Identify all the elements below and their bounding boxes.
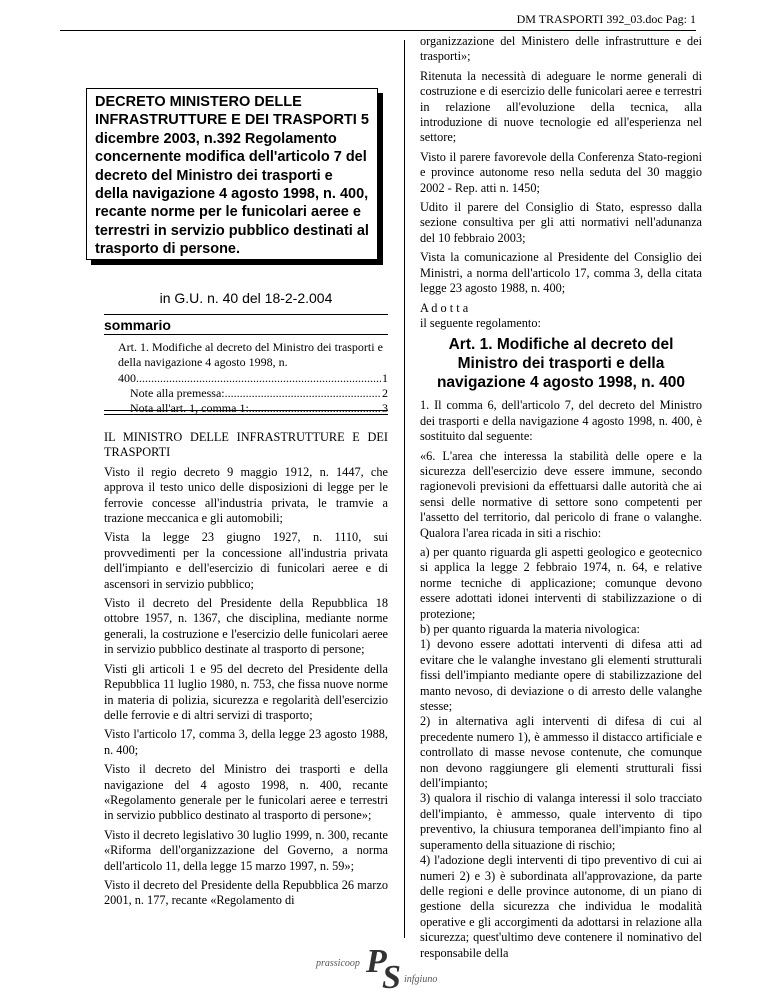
toc-heading: sommario: [104, 314, 388, 335]
paragraph: organizzazione del Ministero delle infrastrutture e dei trasporti»;: [420, 34, 702, 64]
toc-item-art1-line1[interactable]: [118, 340, 388, 371]
toc-item-text: Art. 1. Modifiche al decreto del Ministro dei trasporti e della navigazione 4 agosto 1998, n.: [118, 340, 383, 370]
column-divider: [404, 40, 405, 938]
list-item: b) per quanto riguarda la materia nivologica:: [420, 622, 640, 636]
paragraph: Udito il parere del Consiglio di Stato, espresso dalla sezione consultiva per gli atti normativi nell'adunanza del 10 febbraio 2003;: [420, 200, 702, 245]
paragraph: Visti gli articoli 1 e 95 del decreto del Presidente della Repubblica 11 luglio 1980, n. 753, che fissa nuove norme in materia di polizia, sicurezza e regolarità dell'esercizio delle ferrovie e di altri servizi di trasporto;: [104, 661, 388, 722]
document-title: DECRETO MINISTERO DELLE INFRASTRUTTURE E DEI TRASPORTI 5 dicembre 2003, n.392 Regolamento concernente modifica dell'articolo 7 del decreto del Ministro dei trasporti e della navigazione 4 agosto 1998, n. 400, recante norme per le funicolari aeree e terrestri in servizio pubblico destinati al trasporto di persone.: [95, 94, 369, 258]
left-column-body: [104, 430, 388, 913]
toc-item-text: 400: [118, 370, 136, 385]
paragraph: Ritenuta la necessità di adeguare le norme generali di costruzione e di esercizio delle funicolari aeree e terrestri in relazione all'evoluzione della tecnica, alla introduzione di nuove tecnologie ed all'esperienza nel settore;: [420, 68, 702, 145]
adotta-line: A d o t t a: [420, 300, 469, 315]
list-item: a) per quanto riguarda gli aspetti geologico e geotecnico si applica la legge 2 febbraio 1974, n. 64, e relative norme tecniche di applicazione; comunque devono essere adottati idonei interventi di stabilizzazione o di protezione;: [420, 544, 702, 621]
article-heading: Art. 1. Modifiche al decreto del Ministro dei trasporti e della navigazione 4 agosto 1998, n. 400: [436, 336, 686, 392]
paragraph: Visto il decreto del Ministro dei trasporti e della navigazione del 4 agosto 1998, n. 400, recante «Regolamento generale per le funicolari aeree e terrestri in servizio pubblico destinato al trasporto di persone»;: [104, 762, 388, 823]
list-item: 1) devono essere adottati interventi di difesa atti ad evitare che le valanghe investano gli elementi strutturali fissi dell'impianto mediante opere di stabilizzazione del manto nevoso, di deviazione o di arresto delle valanghe stesse;: [420, 637, 702, 714]
toc-item-note-premessa[interactable]: [118, 386, 388, 401]
toc-rule: [104, 410, 388, 411]
gazzetta-reference: in G.U. n. 40 del 18-2-2.004: [159, 290, 333, 306]
list-item: 3) qualora il rischio di valanga interessi il solo tracciato dell'impianto, è ammesso, quale intervento di tipo preventivo, la chiusura temporanea dell'impianto fino al superamento della situazione di rischio;: [420, 791, 702, 852]
svg-text:S: S: [382, 959, 401, 992]
paragraph: Visto il regio decreto 9 maggio 1912, n. 1447, che approva il testo unico delle disposizioni di legge per le ferrovie concesse all'industria privata, le tramvie a trazione meccanica e gli automobili;: [104, 464, 388, 526]
list-item: 4) l'adozione degli interventi di tipo preventivo di cui ai numeri 2) e 3) è subordinata all'approvazione, da parte delle regioni e delle province autonome, di un piano di gestione della sicurezza che individua le modalità operative e gli accorgimenti da adottarsi in relazione alla sicurezza; quest'ultimo deve contenere il nominativo del responsabile della: [420, 853, 702, 960]
toc-rule: [104, 414, 388, 415]
page-header: DM TRASPORTI 392_03.doc Pag: 1: [516, 12, 696, 26]
seguente-line: il seguente regolamento:: [420, 315, 541, 330]
toc-item-text: Note alla premessa:: [130, 385, 225, 400]
toc-leader: [136, 371, 381, 386]
paragraph: Visto il decreto legislativo 30 luglio 1999, n. 300, recante «Riforma dell'organizzazione del Governo, a norma dell'articolo 11, della legge 15 marzo 1997, n. 59»;: [104, 827, 388, 873]
svg-text:P: P: [366, 943, 387, 980]
list-item: 2) in alternativa agli interventi di difesa di cui al precedente numero 1), è ammesso il distacco artificiale e controllato di masse nevose contenute, che comunque non devono raggiungere gli elementi strutturali fissi dell'impianto;: [420, 714, 702, 791]
paragraph: IL MINISTRO DELLE INFRASTRUTTURE E DEI TRASPORTI: [104, 430, 388, 460]
paragraph: Vista la legge 23 giugno 1927, n. 1110, sui provvedimenti per la concessione all'industria privata dell'impianto e dell'esercizio di funicolari aeree e di ascensori in servizio pubblico;: [104, 530, 388, 591]
table-of-contents: [118, 340, 388, 416]
toc-leader: [225, 386, 381, 401]
paragraph: Visto il parere favorevole della Conferenza Stato-regioni e province autonome reso nella seduta del 30 maggio 2002 - Rep. atti n. 1450;: [420, 149, 702, 195]
paragraph: «6. L'area che interessa la stabilità delle opere e la sicurezza dell'esercizio deve essere immune, secondo ragionevoli previsioni da effettuarsi dalle autorità che ai sensi delle normative di settore sono competenti per l'assetto del territorio, dal pericolo di frane o valanghe. Qualora l'area ricada in siti a rischio:: [420, 448, 702, 540]
toc-page-number: 1: [382, 370, 388, 385]
prassicoop-logo: [300, 936, 480, 992]
header-rule: [60, 30, 696, 31]
paragraph: Vista la comunicazione al Presidente del Consiglio dei Ministri, a norma dell'articolo 17, comma 3, della citata legge 23 agosto 1988, n. 400;: [420, 250, 702, 296]
paragraph: Visto il decreto del Presidente della Repubblica 18 ottobre 1957, n. 1367, che disciplina, mediante norme generali, la costruzione e l'esercizio delle funicolari aeree in servizio pubblico destinate al trasporto di persone;: [104, 596, 388, 657]
paragraph: Visto l'articolo 17, comma 3, della legge 23 agosto 1988, n. 400;: [104, 727, 388, 757]
svg-text:infgiuno: infgiuno: [404, 974, 438, 985]
svg-text:prassicoop: prassicoop: [316, 958, 360, 969]
title-box: [86, 88, 378, 260]
toc-page-number: 2: [382, 385, 388, 400]
toc-item-art1[interactable]: [118, 371, 388, 386]
paragraph: 1. Il comma 6, dell'articolo 7, del decreto del Ministro dei trasporti e della navigazione 4 agosto 1998, n. 400, è sostituito dal seguente:: [420, 398, 702, 444]
toc-page-number: 3: [382, 401, 388, 416]
paragraph: Visto il decreto del Presidente della Repubblica 26 marzo 2001, n. 177, recante «Regolamento di: [104, 877, 388, 908]
right-column-body: [420, 34, 702, 961]
toc-item-text: Nota all'art. 1, comma 1:: [130, 401, 249, 416]
